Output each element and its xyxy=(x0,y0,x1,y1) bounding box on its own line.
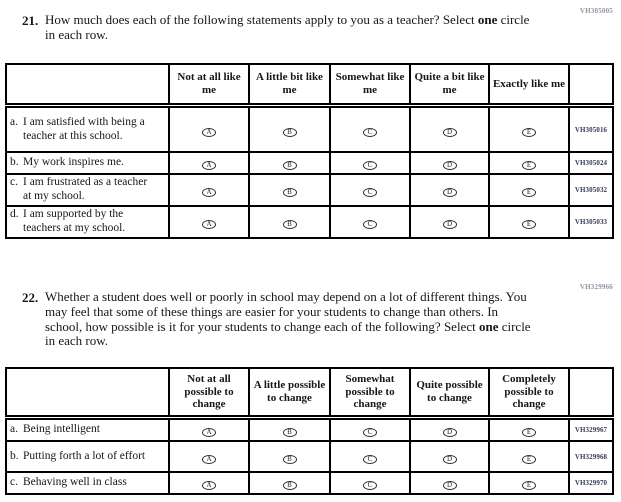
option-cell xyxy=(410,152,489,174)
option-circle-a[interactable]: A xyxy=(202,428,216,437)
row-code: VH329970 xyxy=(569,472,613,494)
row-statement xyxy=(6,441,169,472)
option-circle-a[interactable]: A xyxy=(202,128,216,137)
option-circle-b[interactable]: B xyxy=(283,220,297,229)
question-21-number: 21. xyxy=(22,13,39,28)
row-code: VH329967 xyxy=(569,418,613,442)
question-22-number: 22. xyxy=(22,290,39,305)
row-letter: a. xyxy=(10,115,18,128)
question-21-response-table xyxy=(5,63,614,239)
option-cell xyxy=(330,472,410,494)
option-circle-a[interactable]: A xyxy=(202,188,216,197)
table-row xyxy=(6,174,613,206)
option-circle-b[interactable]: B xyxy=(283,188,297,197)
option-circle-b[interactable]: B xyxy=(283,428,297,437)
column-header: Quite a bit like me xyxy=(410,64,489,106)
option-cell xyxy=(330,206,410,238)
row-letter: d. xyxy=(10,208,19,221)
option-cell xyxy=(489,174,569,206)
statement-column-header xyxy=(6,368,169,418)
option-circle-d[interactable]: D xyxy=(443,455,457,464)
header-row xyxy=(6,64,613,106)
option-cell xyxy=(330,441,410,472)
option-cell xyxy=(249,106,330,153)
option-circle-c[interactable]: C xyxy=(363,481,377,490)
option-cell xyxy=(249,206,330,238)
option-cell xyxy=(410,472,489,494)
option-circle-d[interactable]: D xyxy=(443,161,457,170)
row-code: VH305032 xyxy=(569,174,613,206)
column-header: Not at all possible to change xyxy=(169,368,249,418)
option-cell xyxy=(169,418,249,442)
option-circle-c[interactable]: C xyxy=(363,428,377,437)
code-column-header xyxy=(569,368,613,418)
row-statement xyxy=(6,174,169,206)
column-header: Not at all like me xyxy=(169,64,249,106)
option-cell xyxy=(489,206,569,238)
column-header: Quite possible to change xyxy=(410,368,489,418)
question-22-prompt xyxy=(22,290,534,349)
option-cell xyxy=(410,418,489,442)
row-statement xyxy=(6,206,169,238)
option-circle-d[interactable]: D xyxy=(443,188,457,197)
option-circle-b[interactable]: B xyxy=(283,455,297,464)
table-row xyxy=(6,441,613,472)
option-cell xyxy=(489,441,569,472)
option-cell xyxy=(489,418,569,442)
option-cell xyxy=(330,174,410,206)
column-header: Completely possible to change xyxy=(489,368,569,418)
option-circle-b[interactable]: B xyxy=(283,161,297,170)
prompt-bold-word: one xyxy=(477,12,498,27)
row-statement xyxy=(6,472,169,494)
option-cell xyxy=(410,106,489,153)
option-circle-d[interactable]: D xyxy=(443,220,457,229)
option-cell xyxy=(169,152,249,174)
row-statement xyxy=(6,106,169,153)
table-row xyxy=(6,206,613,238)
option-circle-a[interactable]: A xyxy=(202,161,216,170)
table-row xyxy=(6,152,613,174)
table-row xyxy=(6,418,613,442)
option-circle-b[interactable]: B xyxy=(283,128,297,137)
option-circle-d[interactable]: D xyxy=(443,128,457,137)
option-circle-e[interactable]: E xyxy=(522,428,536,437)
row-code: VH329968 xyxy=(569,441,613,472)
option-cell xyxy=(249,174,330,206)
option-cell xyxy=(169,441,249,472)
option-cell xyxy=(249,441,330,472)
row-letter: b. xyxy=(10,156,19,169)
prompt-text: How much does each of the following statements apply to you as a teacher? Select xyxy=(45,12,478,27)
option-cell xyxy=(489,106,569,153)
question-22-response-table xyxy=(5,367,614,495)
row-statement-text: Behaving well in class xyxy=(23,476,127,489)
column-header: A little possible to change xyxy=(249,368,330,418)
option-cell xyxy=(249,418,330,442)
row-statement-text: I am supported by the teachers at my school. xyxy=(23,208,126,234)
option-circle-e[interactable]: E xyxy=(522,220,536,229)
option-cell xyxy=(410,206,489,238)
option-circle-e[interactable]: E xyxy=(522,455,536,464)
option-cell xyxy=(330,418,410,442)
question-21-id-code: VH305005 xyxy=(579,7,613,15)
prompt-text: circle in each row. xyxy=(45,318,531,349)
option-circle-e[interactable]: E xyxy=(522,481,536,490)
option-circle-d[interactable]: D xyxy=(443,481,457,490)
option-circle-c[interactable]: C xyxy=(363,455,377,464)
column-header: Somewhat like me xyxy=(330,64,410,106)
option-cell xyxy=(489,152,569,174)
option-cell xyxy=(169,472,249,494)
row-code: VH305024 xyxy=(569,152,613,174)
option-circle-e[interactable]: E xyxy=(522,161,536,170)
option-cell xyxy=(489,472,569,494)
header-row xyxy=(6,368,613,418)
column-header: Somewhat possible to change xyxy=(330,368,410,418)
option-cell xyxy=(249,152,330,174)
option-cell xyxy=(410,441,489,472)
prompt-text: circle in each row. xyxy=(45,12,530,42)
column-header: A little bit like me xyxy=(249,64,330,106)
option-circle-e[interactable]: E xyxy=(522,128,536,137)
option-cell xyxy=(410,174,489,206)
question-21-text xyxy=(45,13,534,43)
row-code: VH305033 xyxy=(569,206,613,238)
table-row xyxy=(6,472,613,494)
option-circle-a[interactable]: A xyxy=(202,481,216,490)
option-cell xyxy=(249,472,330,494)
row-statement xyxy=(6,152,169,174)
option-cell xyxy=(330,152,410,174)
option-circle-b[interactable]: B xyxy=(283,481,297,490)
row-statement-text: My work inspires me. xyxy=(23,156,124,169)
option-circle-a[interactable]: A xyxy=(202,455,216,464)
question-22-text xyxy=(45,290,534,349)
option-circle-e[interactable]: E xyxy=(522,188,536,197)
question-22-id-code: VH329966 xyxy=(579,283,613,291)
prompt-bold-word: one xyxy=(478,318,499,334)
column-header: Exactly like me xyxy=(489,64,569,106)
option-circle-d[interactable]: D xyxy=(443,428,457,437)
row-statement-text: I am satisfied with being a teacher at this school. xyxy=(23,115,145,142)
question-21-prompt xyxy=(22,13,534,43)
row-statement-text: I am frustrated as a teacher at my school. xyxy=(23,176,148,202)
option-cell xyxy=(330,106,410,153)
option-circle-a[interactable]: A xyxy=(202,220,216,229)
option-circle-c[interactable]: C xyxy=(363,220,377,229)
statement-column-header xyxy=(6,64,169,106)
option-circle-c[interactable]: C xyxy=(363,128,377,137)
row-statement-text: Being intelligent xyxy=(23,423,100,436)
row-letter: c. xyxy=(10,176,18,189)
option-circle-c[interactable]: C xyxy=(363,161,377,170)
option-cell xyxy=(169,106,249,153)
option-cell xyxy=(169,174,249,206)
row-statement-text: Putting forth a lot of effort xyxy=(23,449,146,462)
row-letter: c. xyxy=(10,476,18,489)
prompt-text: Whether a student does well or poorly in school may depend on a lot of different things. You may feel that some of these things are easier for your students to change than others. In school, how possible is it for your students to change each of the following? Select xyxy=(45,289,527,334)
row-letter: b. xyxy=(10,449,19,462)
row-statement xyxy=(6,418,169,442)
option-circle-c[interactable]: C xyxy=(363,188,377,197)
row-letter: a. xyxy=(10,423,18,436)
option-cell xyxy=(169,206,249,238)
table-row xyxy=(6,106,613,153)
row-code: VH305016 xyxy=(569,106,613,153)
code-column-header xyxy=(569,64,613,106)
